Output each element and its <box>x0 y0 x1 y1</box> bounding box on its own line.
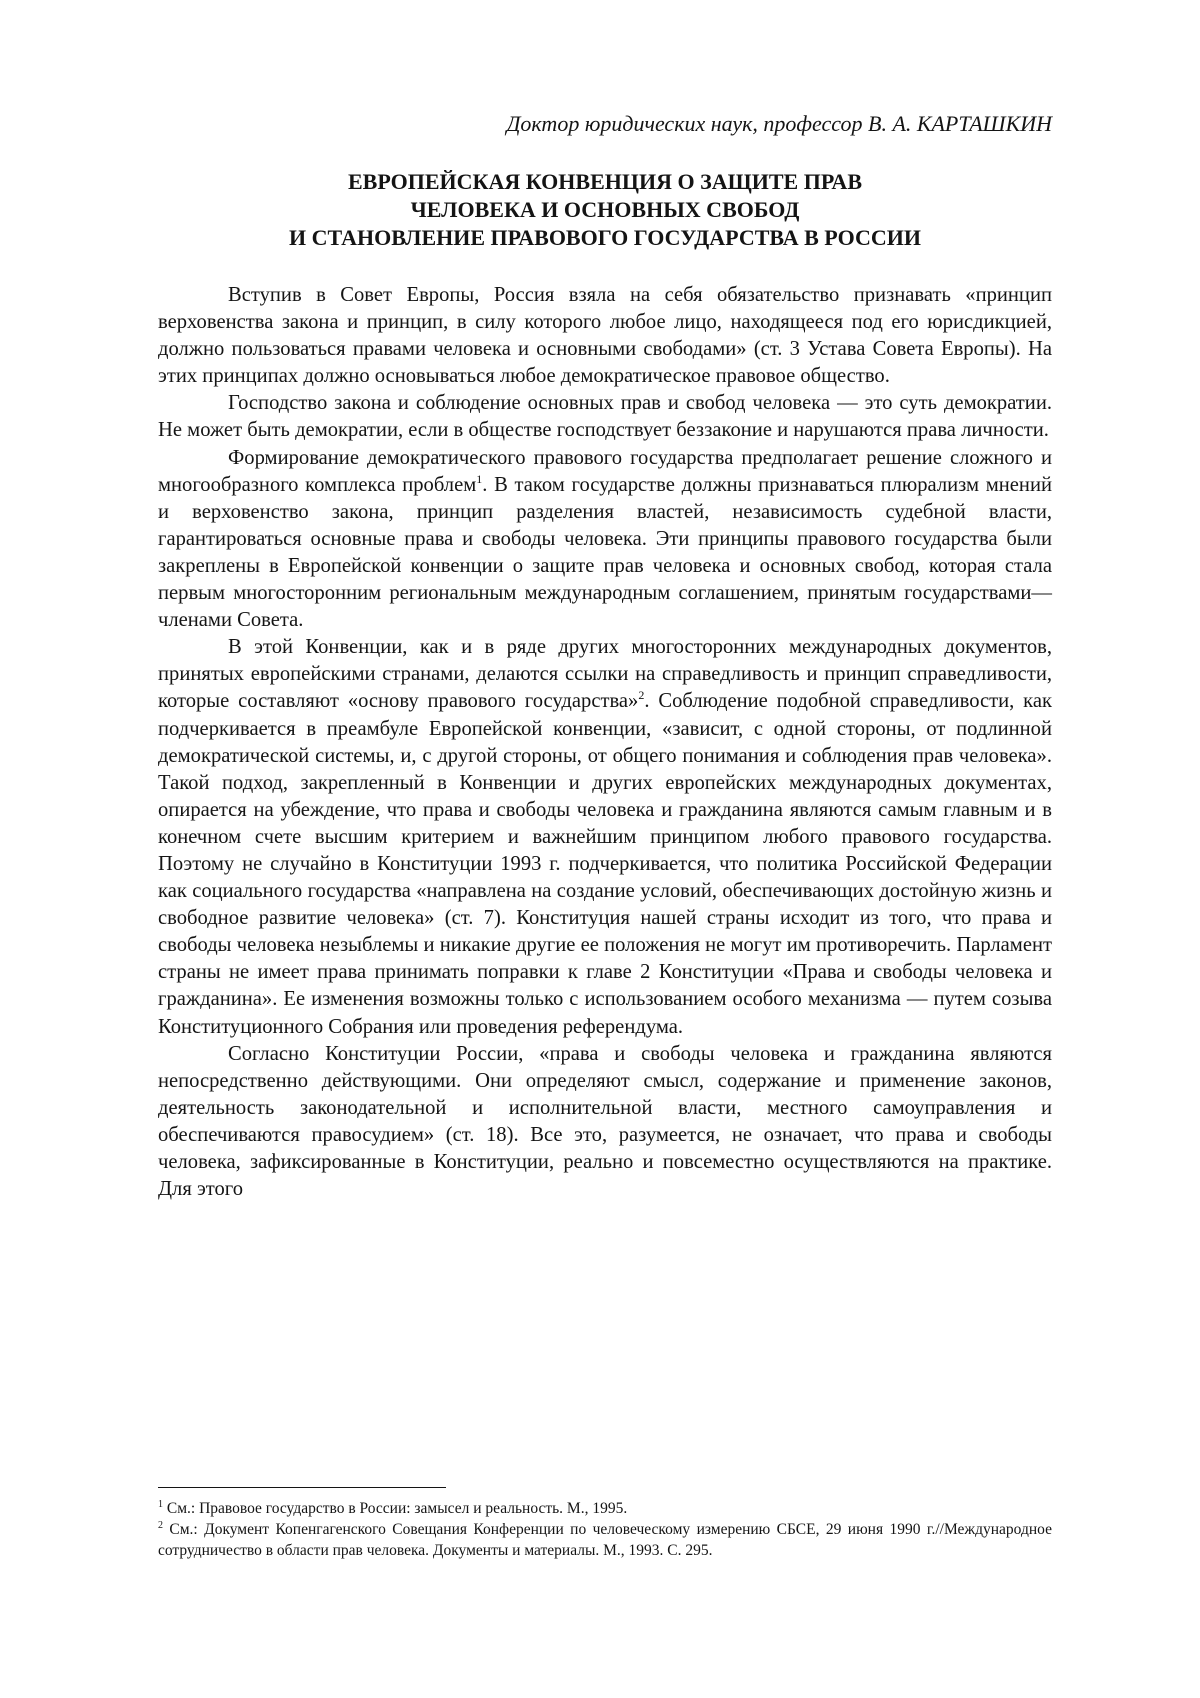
paragraph-1: Вступив в Совет Европы, Россия взяла на себя обязательство признавать «принцип верховенства закона и принцип, в силу которого любое лицо, находящееся под его юрисдикцией, должно пользоваться правами человека и основными свободами» (ст. 3 Устава Совета Европы). На этих принципах должно основываться любое демократическое правовое общество. <box>158 284 1052 388</box>
footnote-ref-2[interactable]: 2 <box>638 688 645 703</box>
article-title <box>158 168 1052 252</box>
footnote-1-mark: 1 <box>158 1498 163 1510</box>
title-line-2: ЧЕЛОВЕКА И ОСНОВНЫХ СВОБОД <box>410 197 800 222</box>
title-line-1: ЕВРОПЕЙСКАЯ КОНВЕНЦИЯ О ЗАЩИТЕ ПРАВ <box>347 169 862 194</box>
paragraph-3-text-a: Формирование демократического правового государства предполагает решение сложного и многообразного комплекса проблем <box>158 446 1052 496</box>
paragraph-2: Господство закона и соблюдение основных прав и свобод человека — это суть демократии. Не может быть демократии, если в обществе господствует беззаконие и нарушаются права личности. <box>158 392 1052 442</box>
footnote-2 <box>158 1519 1052 1561</box>
footnote-1-text: См.: Правовое государство в России: замысел и реальность. М., 1995. <box>163 1500 628 1517</box>
footnote-2-mark: 2 <box>158 1519 163 1531</box>
author-line: Доктор юридических наук, профессор В. А. КАРТАШКИН <box>506 111 1052 136</box>
paragraph-4 <box>158 634 1052 1040</box>
paragraph-3 <box>158 445 1052 635</box>
footnote-1 <box>158 1498 1052 1519</box>
title-line-3: И СТАНОВЛЕНИЕ ПРАВОВОГО ГОСУДАРСТВА В РОССИИ <box>289 225 921 250</box>
footnote-2-text: См.: Документ Копенгагенского Совещания Конференции по человеческому измерению СБСЕ, 29 июня 1990 г.//Международное сотрудничество в области прав человека. Документы и материалы. М., 1993. С. 295. <box>158 1521 1052 1559</box>
footnote-divider <box>158 1487 446 1488</box>
paragraph-5: Согласно Конституции России, «права и свободы человека и гражданина являются непосредственно действующими. Они определяют смысл, содержание и применение законов, деятельность законодательной и исполнительной власти, местного самоуправления и обеспечиваются правосудием» (ст. 18). Все это, разумеется, не означает, что права и свободы человека, зафиксированные в Конституции, реально и повсеместно осуществляются на практике. Для этого <box>158 1042 1052 1201</box>
article-body <box>158 282 1052 1203</box>
paragraph-4-text-a: В этой Конвенции, как и в ряде других многосторонних международных документов, принятых европейскими странами, делаются ссылки на справедливость и принцип справедливости, которые составляют «основу правового государства» <box>158 636 1052 713</box>
paragraph-4-text-b: . Соблюдение подобной справедливости, как подчеркивается в преамбуле Европейской конвенции, «зависит, с одной стороны, от подлинной демократической системы, и, с другой стороны, от общего понимания и соблюдения прав человека». Такой подход, закрепленный в Конвенции и других европейских международных документах, опирается на убеждение, что права и свободы человека и гражданина являются самым главным и в конечном счете высшим критерием и важнейшим принципом любого правового государства. Поэтому не случайно в Конституции 1993 г. подчеркивается, что политика Российской Федерации как социального государства «направлена на создание условий, обеспечивающих достойную жизнь и свободное развитие человека» (ст. 7). Конституция нашей страны исходит из того, что права и свободы человека незыблемы и никакие другие ее положения не могут им противоречить. Парламент страны не имеет права принимать поправки к главе 2 Конституции «Права и свободы человека и гражданина». Ее изменения возможны только с использованием особого механизма — путем созыва Конституционного Собрания или проведения референдума. <box>158 690 1053 1038</box>
footnotes <box>158 1487 1052 1561</box>
paragraph-3-text-b: . В таком государстве должны признаваться плюрализм мнений и верховенство закона, принцип разделения властей, независимость судебной власти, гарантироваться основные права и свободы человека. Эти принципы правового государства были закреплены в Европейской конвенции о защите прав человека и основных свобод, которая стала первым многосторонним региональным международным соглашением, принятым государствами—членами Совета. <box>158 473 1052 632</box>
footnote-ref-1[interactable]: 1 <box>476 471 483 486</box>
